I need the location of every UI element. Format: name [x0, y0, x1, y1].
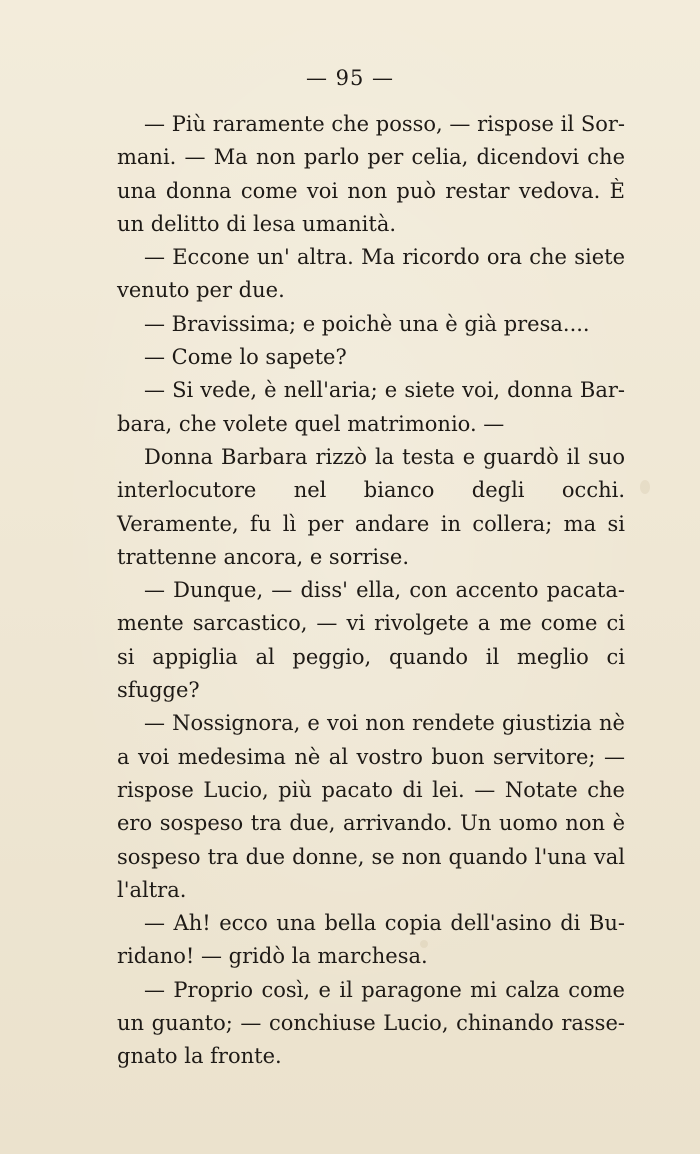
paragraph: — Bravissima; e poichè una è già presa.... — [144, 311, 590, 336]
paragraph: Donna Barbara rizzò la testa e guardò il suo interlocutore nel bianco degli occhi. Veramente, fu lì per andare in collera; ma si trattenne ancora, e sorrise. — [117, 444, 625, 569]
page-number: — 95 — — [305, 66, 395, 90]
paper-stain — [640, 480, 650, 494]
page-body — [117, 108, 625, 1074]
paragraph: — Ah! ecco una bella copia dell'asino di Buridano! — gridò la marchesa. — [117, 911, 625, 969]
paragraph: — Nossignora, e voi non rendete giustizia nè a voi medesima nè al vostro buon servitore; — rispose Lucio, più pacato di lei. — Notate che ero sospeso tra due, arrivando. Un uomo non è sospeso tra due donne, se non quando l'una val l'altra. — [117, 711, 625, 902]
paragraph: — Si vede, è nell'aria; e siete voi, donna Barbara, che volete quel matrimonio. — — [117, 378, 625, 436]
paragraph: — Più raramente che posso, — rispose il Sormani. — Ma non parlo per celia, dicendovi che una donna come voi non può restar vedova. È un delitto di lesa umanità. — [117, 112, 625, 236]
paragraph: — Eccone un' altra. Ma ricordo ora che siete venuto per due. — [117, 245, 625, 303]
paragraph: — Dunque, — diss' ella, con accento pacatamente sarcastico, — vi rivolgete a me come ci si appiglia al peggio, quando il meglio ci sfugge? — [117, 578, 625, 703]
paragraph: — Proprio così, e il paragone mi calza come un guanto; — conchiuse Lucio, chinando rassegnato la fronte. — [117, 977, 625, 1069]
paragraph: — Come lo sapete? — [144, 345, 347, 370]
